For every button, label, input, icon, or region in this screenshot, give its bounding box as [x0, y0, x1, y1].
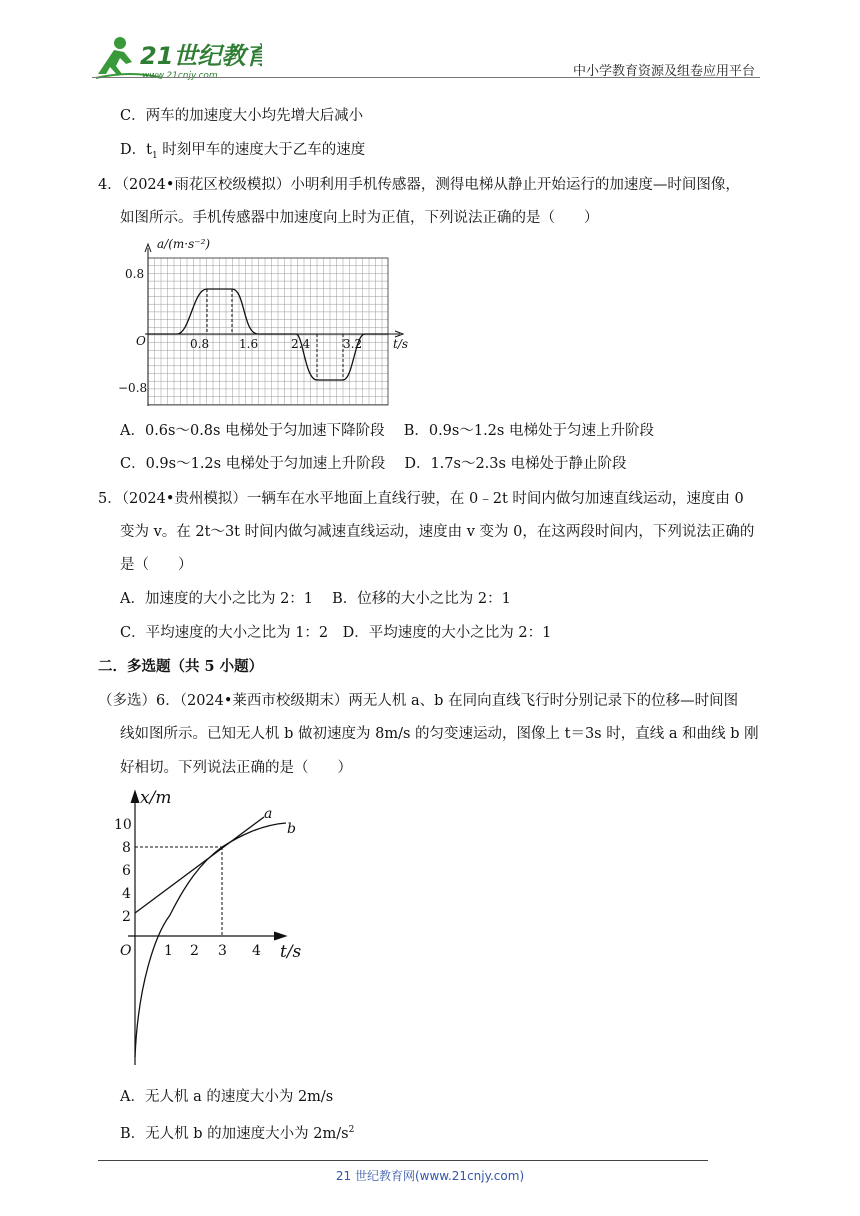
q6-option-b-sup: 2 — [348, 1125, 355, 1135]
graph1-xlabel: t/s — [393, 337, 409, 351]
graph2-ytick-4: 4 — [122, 886, 131, 902]
q4-stem-line2: 如图所示。手机传感器中加速度向上时为正值，下列说法正确的是（ ） — [120, 210, 599, 226]
q4-options-ab: A．0.6s～0.8s 电梯处于匀加速下降阶段 B．0.9s～1.2s 电梯处于匀速上升阶段 — [120, 423, 654, 439]
q6-stem-line1: （多选）6．（2024•莱西市校级期末）两无人机 a、b 在同向直线飞行时分别记录下的位移—时间图 — [98, 693, 739, 709]
graph1-xtick-1.6: 1.6 — [239, 337, 259, 351]
q6-option-b — [120, 1120, 354, 1144]
graph2-ytick-8: 8 — [122, 840, 131, 856]
q3-option-d — [120, 140, 365, 166]
displacement-time-graph — [110, 785, 320, 1070]
graph1-ytick-pos: 0.8 — [125, 267, 145, 281]
graph2-xtick-3: 3 — [218, 943, 227, 959]
runner-logo-icon — [92, 34, 262, 82]
graph2-ytick-2: 2 — [122, 909, 131, 925]
graph1-xtick-2.4: 2.4 — [291, 337, 311, 351]
graph1-xtick-3.2: 3.2 — [343, 337, 363, 351]
q6-option-b-text: B．无人机 b 的加速度大小为 2m/s — [120, 1125, 349, 1142]
graph1-origin: O — [136, 334, 146, 348]
q5-stem-line1: 5．（2024•贵州模拟）一辆车在水平地面上直线行驶，在 0﹣2t 时间内做匀加速直线运动，速度由 0 — [98, 491, 744, 507]
q5-stem-line3: 是（ ） — [120, 557, 193, 573]
q6-stem-line2: 线如图所示。已知无人机 b 做初速度为 8m/s 的匀变速运动，图像上 t＝3s 时，直线 a 和曲线 b 刚 — [120, 726, 759, 742]
q3-option-d-text: D．t — [120, 142, 152, 158]
platform-name: 中小学教育资源及组卷应用平台 — [572, 64, 755, 79]
graph2-curve-a-label: a — [264, 806, 273, 822]
header-divider — [92, 77, 760, 78]
q3-option-d-rest: 时刻甲车的速度大于乙车的速度 — [157, 142, 366, 158]
graph2-origin: O — [120, 943, 132, 959]
q6-option-a: A．无人机 a 的速度大小为 2m/s — [120, 1089, 334, 1105]
q4-stem-line1: 4．（2024•雨花区校级模拟）小明利用手机传感器，测得电梯从静止开始运行的加速度—时间图像， — [98, 177, 740, 193]
graph2-curve-b-label: b — [287, 821, 296, 837]
graph2-xlabel: t/s — [280, 942, 302, 962]
graph1-ytick-neg: −0.8 — [118, 381, 148, 395]
graph1-ylabel: a/(m·s⁻²) — [157, 237, 211, 251]
q6-stem-line3: 好相切。下列说法正确的是（ ） — [120, 760, 352, 776]
site-logo — [92, 34, 262, 82]
svg-text:21世纪教育: 21世纪教育 — [140, 42, 262, 70]
q5-options-ab: A．加速度的大小之比为 2：1 B．位移的大小之比为 2：1 — [120, 591, 511, 607]
q4-options-cd: C．0.9s～1.2s 电梯处于匀加速上升阶段 D．1.7s～2.3s 电梯处于静止阶段 — [120, 456, 627, 472]
q3-option-d-sub: 1 — [151, 150, 158, 161]
svg-text:www.21cnjy.com: www.21cnjy.com — [142, 71, 218, 81]
footer-divider — [98, 1160, 708, 1161]
footer-site-link[interactable]: 21 世纪教育网(www.21cnjy.com) — [335, 1169, 525, 1183]
q5-stem-line2: 变为 v。在 2t～3t 时间内做匀减速直线运动，速度由 v 变为 0，在这两段时间内，下列说法正确的 — [120, 524, 755, 540]
section-heading-multiple-choice: 二．多选题（共 5 小题） — [98, 658, 264, 675]
graph2-xtick-4: 4 — [252, 943, 261, 959]
graph2-xtick-1: 1 — [164, 943, 173, 959]
q5-options-cd: C．平均速度的大小之比为 1：2 D．平均速度的大小之比为 2：1 — [120, 625, 552, 641]
graph2-ytick-6: 6 — [122, 863, 131, 879]
q3-option-c: C．两车的加速度大小均先增大后减小 — [120, 108, 364, 124]
graph2-ytick-10: 10 — [114, 817, 132, 833]
acceleration-time-graph — [115, 236, 415, 412]
graph2-ylabel: x/m — [140, 788, 172, 808]
graph2-xtick-2: 2 — [190, 943, 199, 959]
graph1-xtick-0.8: 0.8 — [190, 337, 210, 351]
